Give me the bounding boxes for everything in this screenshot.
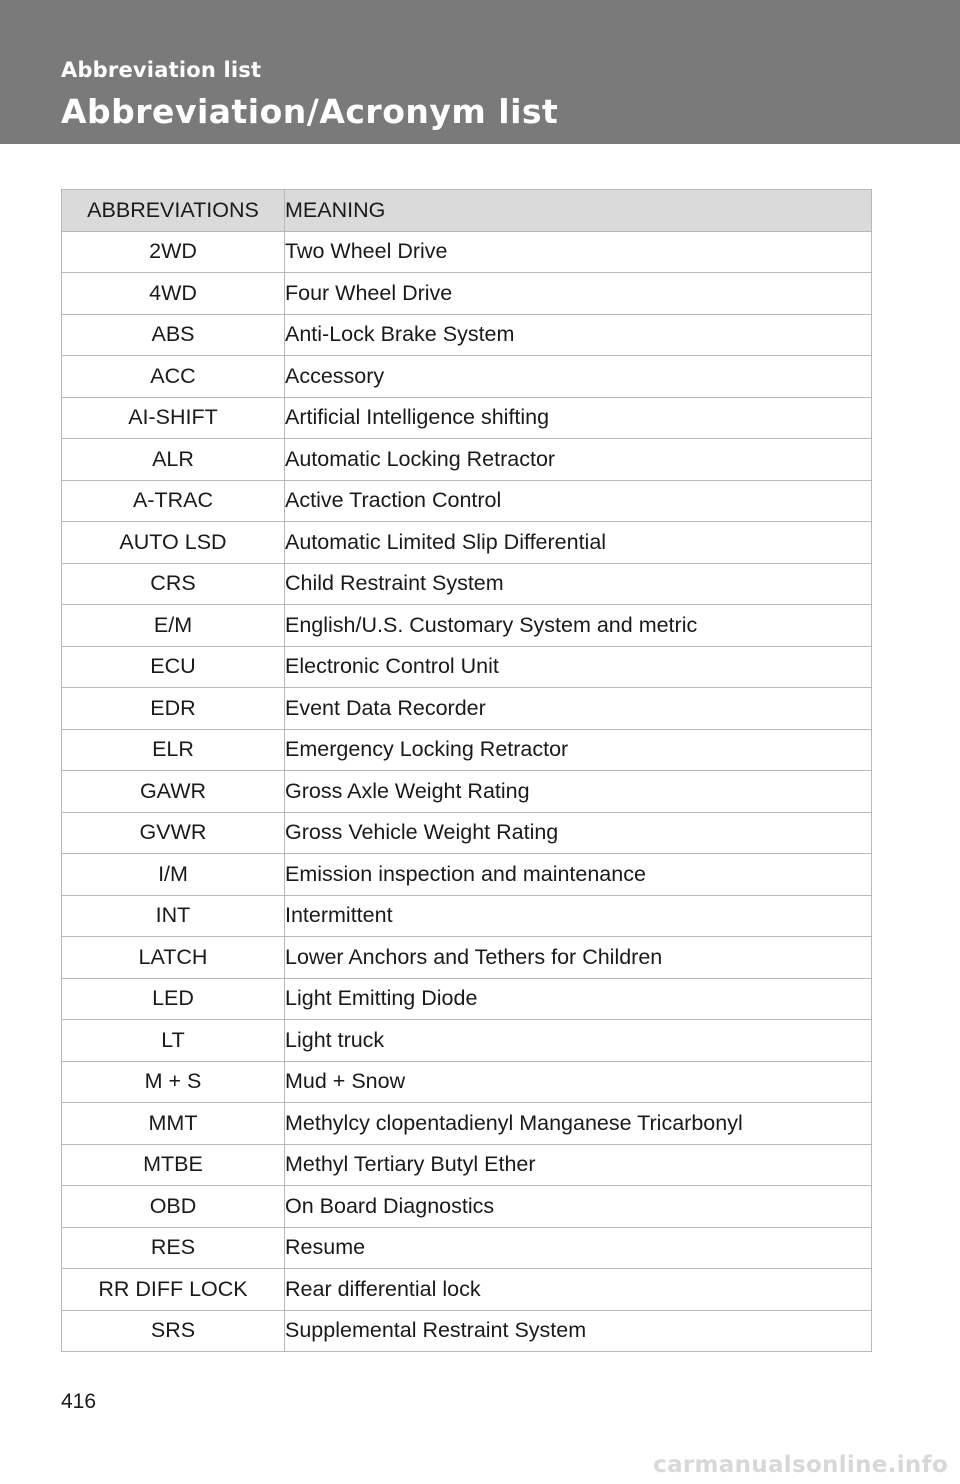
abbreviation-cell: RES xyxy=(62,1227,285,1269)
meaning-cell: Methylcy clopentadienyl Manganese Tricarbonyl xyxy=(285,1103,872,1145)
table-row xyxy=(62,439,872,481)
abbreviation-cell: CRS xyxy=(62,563,285,605)
table-row xyxy=(62,397,872,439)
abbreviation-cell: GVWR xyxy=(62,812,285,854)
table-header-row xyxy=(62,190,872,232)
abbreviation-cell: RR DIFF LOCK xyxy=(62,1269,285,1311)
meaning-cell: Event Data Recorder xyxy=(285,688,872,730)
page-title: Abbreviation/Acronym list xyxy=(61,92,559,131)
abbreviation-cell: 2WD xyxy=(62,231,285,273)
table-row xyxy=(62,1310,872,1352)
meaning-cell: Electronic Control Unit xyxy=(285,646,872,688)
meaning-cell: Two Wheel Drive xyxy=(285,231,872,273)
abbreviation-cell: E/M xyxy=(62,605,285,647)
abbreviation-cell: A-TRAC xyxy=(62,480,285,522)
table-row xyxy=(62,314,872,356)
table-row xyxy=(62,895,872,937)
table-row xyxy=(62,978,872,1020)
meaning-cell: Active Traction Control xyxy=(285,480,872,522)
abbreviation-cell: MTBE xyxy=(62,1144,285,1186)
table-row xyxy=(62,1061,872,1103)
abbreviation-cell: MMT xyxy=(62,1103,285,1145)
table-row xyxy=(62,605,872,647)
meaning-cell: English/U.S. Customary System and metric xyxy=(285,605,872,647)
abbreviation-cell: AI-SHIFT xyxy=(62,397,285,439)
abbreviation-cell: GAWR xyxy=(62,771,285,813)
meaning-cell: Methyl Tertiary Butyl Ether xyxy=(285,1144,872,1186)
abbreviation-cell: AUTO LSD xyxy=(62,522,285,564)
table-row xyxy=(62,937,872,979)
table-row xyxy=(62,854,872,896)
column-header-abbreviations: ABBREVIATIONS xyxy=(62,190,285,232)
abbreviation-cell: OBD xyxy=(62,1186,285,1228)
abbreviation-cell: ACC xyxy=(62,356,285,398)
column-header-meaning: MEANING xyxy=(285,190,872,232)
abbreviation-cell: LT xyxy=(62,1020,285,1062)
abbreviation-cell: LATCH xyxy=(62,937,285,979)
abbreviation-cell: ALR xyxy=(62,439,285,481)
meaning-cell: Resume xyxy=(285,1227,872,1269)
meaning-cell: Anti-Lock Brake System xyxy=(285,314,872,356)
meaning-cell: Automatic Limited Slip Differential xyxy=(285,522,872,564)
abbreviation-cell: 4WD xyxy=(62,273,285,315)
table-row xyxy=(62,231,872,273)
table-row xyxy=(62,812,872,854)
abbreviation-cell: INT xyxy=(62,895,285,937)
abbreviation-cell: ECU xyxy=(62,646,285,688)
meaning-cell: Mud + Snow xyxy=(285,1061,872,1103)
meaning-cell: Child Restraint System xyxy=(285,563,872,605)
meaning-cell: Light truck xyxy=(285,1020,872,1062)
table-row xyxy=(62,1144,872,1186)
table-row xyxy=(62,356,872,398)
abbreviation-cell: ABS xyxy=(62,314,285,356)
meaning-cell: Gross Vehicle Weight Rating xyxy=(285,812,872,854)
abbreviation-table xyxy=(61,189,872,1352)
abbreviation-cell: LED xyxy=(62,978,285,1020)
section-label: Abbreviation list xyxy=(61,58,262,82)
meaning-cell: On Board Diagnostics xyxy=(285,1186,872,1228)
table-row xyxy=(62,771,872,813)
meaning-cell: Intermittent xyxy=(285,895,872,937)
meaning-cell: Automatic Locking Retractor xyxy=(285,439,872,481)
page-number: 416 xyxy=(61,1390,97,1413)
meaning-cell: Artificial Intelligence shifting xyxy=(285,397,872,439)
meaning-cell: Supplemental Restraint System xyxy=(285,1310,872,1352)
table-row xyxy=(62,688,872,730)
meaning-cell: Lower Anchors and Tethers for Children xyxy=(285,937,872,979)
meaning-cell: Rear differential lock xyxy=(285,1269,872,1311)
abbreviation-cell: I/M xyxy=(62,854,285,896)
abbreviation-cell: M + S xyxy=(62,1061,285,1103)
table-row xyxy=(62,480,872,522)
table-row xyxy=(62,1103,872,1145)
meaning-cell: Light Emitting Diode xyxy=(285,978,872,1020)
abbreviation-cell: SRS xyxy=(62,1310,285,1352)
abbreviation-cell: EDR xyxy=(62,688,285,730)
table-row xyxy=(62,563,872,605)
table-body xyxy=(62,231,872,1352)
meaning-cell: Emission inspection and maintenance xyxy=(285,854,872,896)
table-row xyxy=(62,522,872,564)
table-row xyxy=(62,1020,872,1062)
watermark: carmanualsonline.info xyxy=(653,1452,948,1478)
abbreviation-cell: ELR xyxy=(62,729,285,771)
table-row xyxy=(62,1186,872,1228)
meaning-cell: Gross Axle Weight Rating xyxy=(285,771,872,813)
table-row xyxy=(62,1227,872,1269)
table-row xyxy=(62,646,872,688)
header-band xyxy=(0,0,960,144)
table-row xyxy=(62,729,872,771)
meaning-cell: Accessory xyxy=(285,356,872,398)
meaning-cell: Four Wheel Drive xyxy=(285,273,872,315)
table-row xyxy=(62,273,872,315)
table-row xyxy=(62,1269,872,1311)
meaning-cell: Emergency Locking Retractor xyxy=(285,729,872,771)
